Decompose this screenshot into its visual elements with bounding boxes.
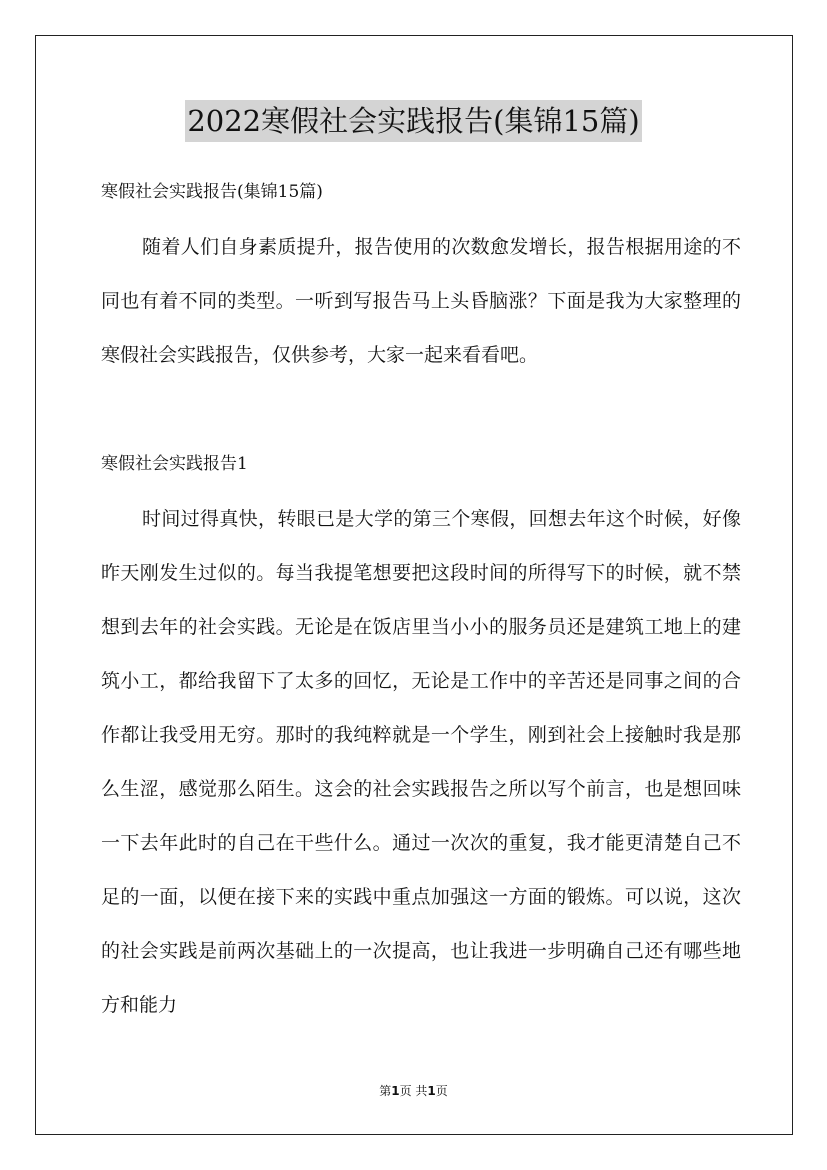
page-footer	[0, 1083, 827, 1099]
footer-mid: 页 共	[399, 1084, 428, 1098]
footer-page-current: 1	[391, 1084, 400, 1098]
document-subtitle: 寒假社会实践报告(集锦15篇)	[101, 182, 323, 202]
document-title: 2022寒假社会实践报告(集锦15篇)	[185, 100, 641, 142]
footer-page-total: 1	[427, 1084, 436, 1098]
intro-paragraph: 随着人们自身素质提升，报告使用的次数愈发增长，报告根据用途的不同也有着不同的类型。一听到写报告马上头昏脑涨？下面是我为大家整理的寒假社会实践报告，仅供参考，大家一起来看看吧。	[101, 236, 741, 366]
section-body-paragraph: 时间过得真快，转眼已是大学的第三个寒假，回想去年这个时候，好像昨天刚发生过似的。每当我提笔想要把这段时间的所得写下的时候，就不禁想到去年的社会实践。无论是在饭店里当小小的服务员还是建筑工地上的建筑小工，都给我留下了太多的回忆，无论是工作中的辛苦还是同事之间的合作都让我受用无穷。那时的我纯粹就是一个学生，刚到社会上接触时我是那么生涩，感觉那么陌生。这会的社会实践报告之所以写个前言，也是想回味一下去年此时的自己在干些什么。通过一次次的重复，我才能更清楚自己不足的一面，以便在接下来的实践中重点加强这一方面的锻炼。可以说，这次的社会实践是前两次基础上的一次提高，也让我进一步明确自己还有哪些地方和能力	[101, 508, 741, 1016]
footer-prefix: 第	[379, 1084, 392, 1098]
title-container	[0, 100, 827, 142]
footer-suffix: 页	[435, 1084, 448, 1098]
section-heading: 寒假社会实践报告1	[101, 454, 248, 474]
